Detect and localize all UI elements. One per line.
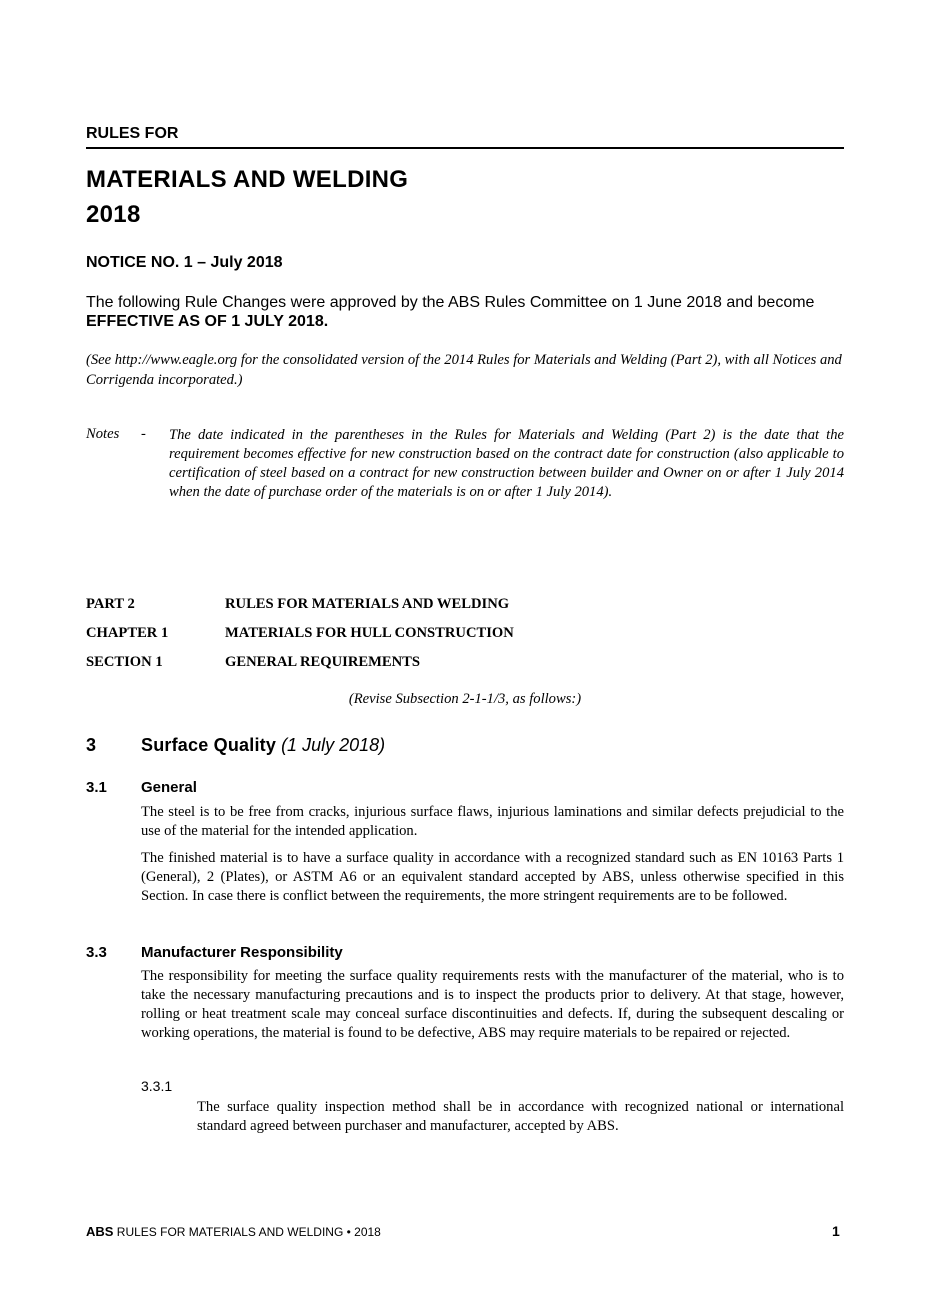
subsection-3-3-paragraph: The responsibility for meeting the surface quality requirements rests with the manufacturer of the material, who is to take the necessary manufacturing precautions and is to inspect the products prior to delivery. At that stage, however, rolling or heat treatment scale may conceal surface discontinuities and defects. If, during the subsequent descaling or working operations, the material is found to be defective, ABS may require materials to be repaired or rejected. bbox=[141, 968, 844, 1041]
notice-intro bbox=[86, 293, 826, 331]
document-title bbox=[86, 162, 408, 232]
document-title-line1: MATERIALS AND WELDING bbox=[86, 166, 409, 193]
notice-effective-date: EFFECTIVE AS OF 1 JULY 2018. bbox=[86, 313, 329, 330]
page-number: 1 bbox=[832, 1223, 840, 1239]
section-3-title: Surface Quality bbox=[141, 735, 277, 755]
chapter-label: CHAPTER 1 bbox=[86, 625, 169, 641]
footer-title bbox=[86, 1224, 381, 1239]
part-label: PART 2 bbox=[86, 596, 135, 612]
chapter-title: MATERIALS FOR HULL CONSTRUCTION bbox=[225, 625, 514, 641]
document-title-year: 2018 bbox=[86, 201, 141, 228]
subsection-3-3-number: 3.3 bbox=[86, 944, 107, 961]
section-3-heading bbox=[141, 735, 385, 756]
revise-note: (Revise Subsection 2-1-1/3, as follows:) bbox=[348, 691, 582, 707]
subsection-3-3-title: Manufacturer Responsibility bbox=[141, 944, 343, 961]
section-3-number: 3 bbox=[86, 735, 97, 755]
section-3-date: (1 July 2018) bbox=[281, 735, 386, 755]
subsection-3-1-number: 3.1 bbox=[86, 779, 107, 796]
notice-intro-text: The following Rule Changes were approved by the ABS Rules Committee on 1 June 2018 and become bbox=[86, 294, 815, 311]
part-title: RULES FOR MATERIALS AND WELDING bbox=[225, 596, 510, 612]
rules-for-label: RULES FOR bbox=[86, 125, 179, 142]
notes-text: The date indicated in the parentheses in the Rules for Materials and Welding (Part 2) is the date that the requirement becomes effective for new construction based on the contract date for construction (also applicable to certification of steel based on a contract for new construction between builder and Owner on or after 1 July 2014 when the date of purchase order of the materials is on or after 1 July 2014). bbox=[169, 427, 844, 500]
notes-label: Notes bbox=[86, 426, 120, 442]
notes-dash: - bbox=[141, 426, 146, 442]
subsection-3-3-1-paragraph: The surface quality inspection method shall be in accordance with recognized national or international standard agreed between purchaser and manufacturer, accepted by ABS. bbox=[197, 1099, 844, 1134]
consolidated-version-note: (See http://www.eagle.org for the consolidated version of the 2014 Rules for Materials and Welding (Part 2), with all Notices and Corrigenda incorporated.) bbox=[86, 352, 842, 388]
title-divider bbox=[86, 147, 844, 149]
subsection-3-3-1-number: 3.3.1 bbox=[141, 1078, 173, 1094]
subsection-3-1-title: General bbox=[141, 779, 197, 796]
section-label: SECTION 1 bbox=[86, 654, 163, 670]
section-title: GENERAL REQUIREMENTS bbox=[225, 654, 421, 670]
footer-text: RULES FOR MATERIALS AND WELDING • 2018 bbox=[116, 1225, 381, 1239]
subsection-3-1-paragraph-1: The steel is to be free from cracks, injurious surface flaws, injurious laminations and similar defects prejudicial to the use of the material for the intended application. bbox=[141, 804, 844, 839]
notice-title: NOTICE NO. 1 – July 2018 bbox=[86, 254, 283, 271]
footer-brand: ABS bbox=[86, 1224, 114, 1239]
subsection-3-1-paragraph-2: The finished material is to have a surface quality in accordance with a recognized standard such as EN 10163 Parts 1 (General), 2 (Plates), or ASTM A6 or an equivalent standard accepted by ABS, unless otherwise specified in this Section. In case there is conflict between the requirements, the more stringent requirements are to be followed. bbox=[141, 850, 844, 904]
